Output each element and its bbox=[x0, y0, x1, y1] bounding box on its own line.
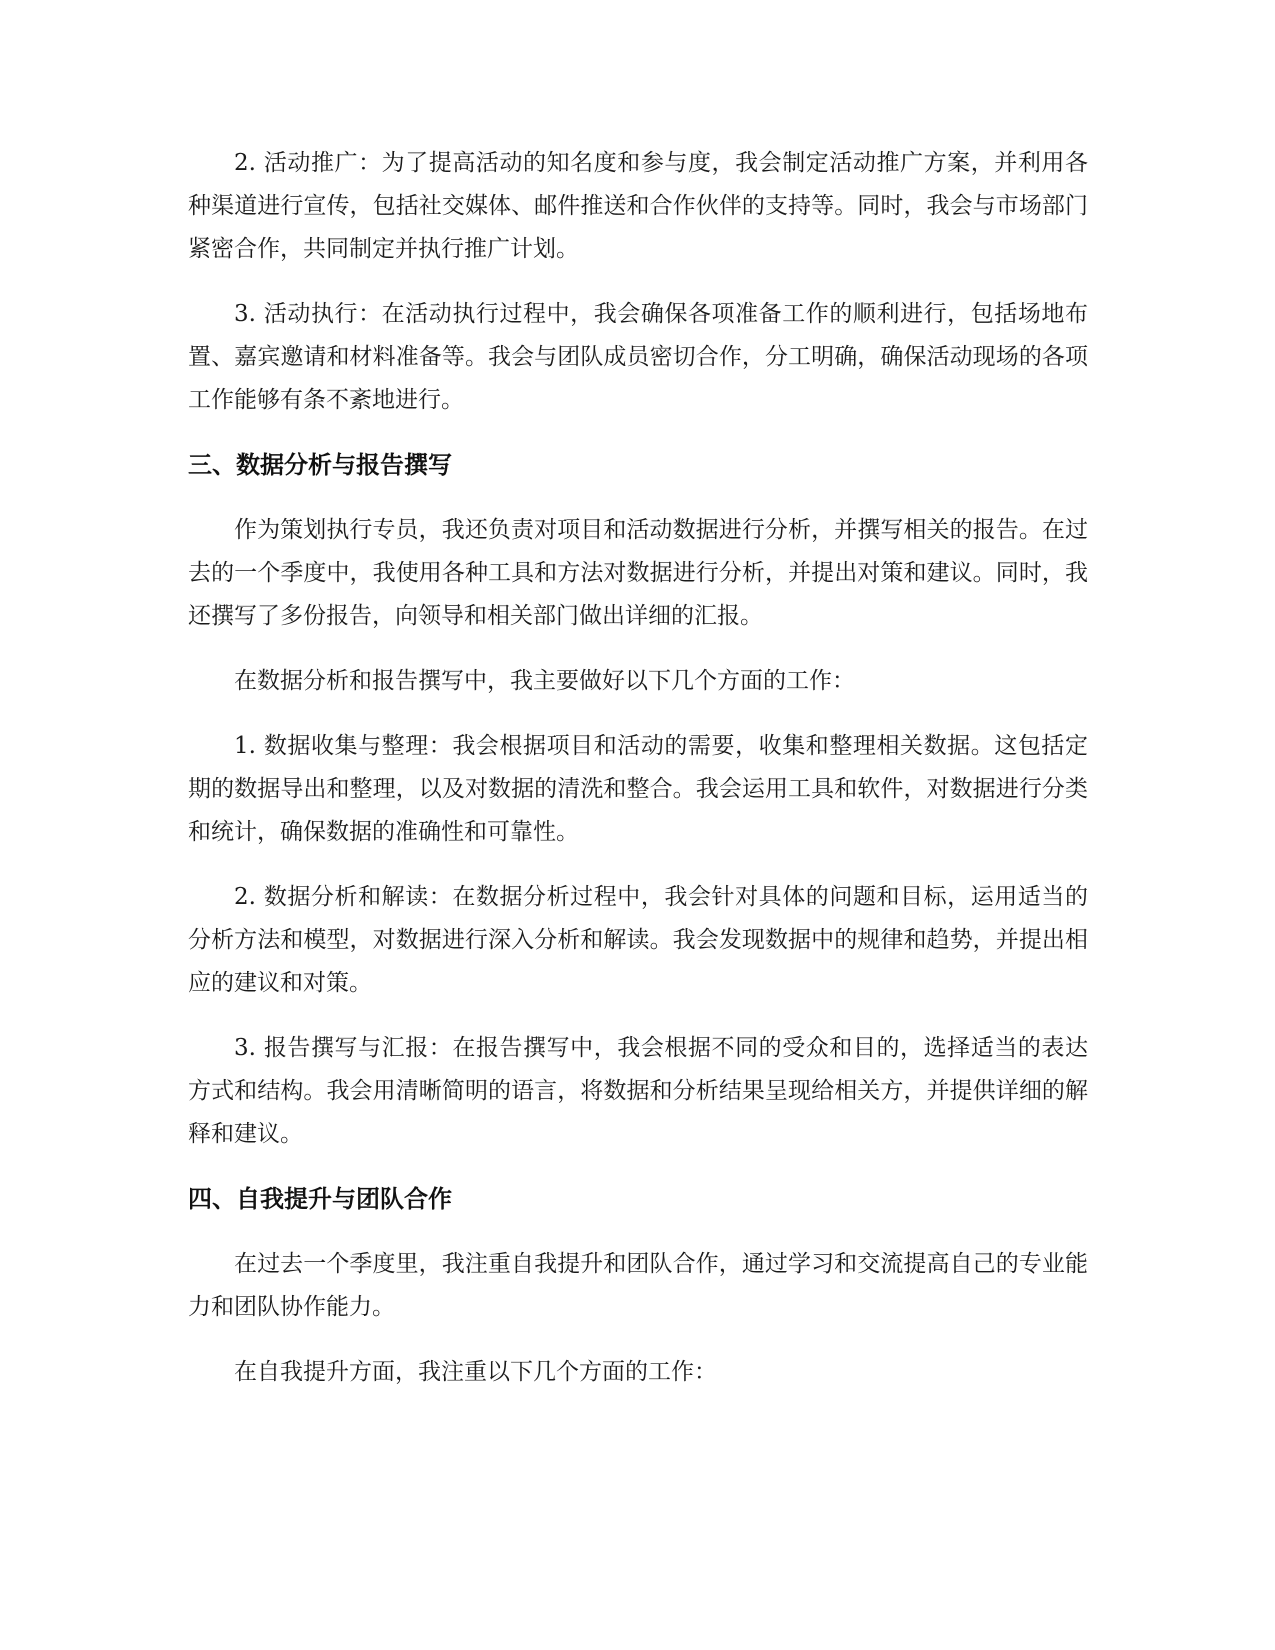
paragraph-activity-execution: 3. 活动执行：在活动执行过程中，我会确保各项准备工作的顺利进行，包括场地布置、嘉宾邀请和材料准备等。我会与团队成员密切合作，分工明确，确保活动现场的各项工作能够有条不紊地进行。 bbox=[188, 301, 1088, 413]
paragraph-self-improvement-aspects: 在自我提升方面，我注重以下几个方面的工作： bbox=[234, 1359, 717, 1385]
paragraph-data-interpretation: 2. 数据分析和解读：在数据分析过程中，我会针对具体的问题和目标，运用适当的分析方法和模型，对数据进行深入分析和解读。我会发现数据中的规律和趋势，并提出相应的建议和对策。 bbox=[188, 884, 1088, 996]
paragraph-activity-promotion: 2. 活动推广：为了提高活动的知名度和参与度，我会制定活动推广方案，并利用各种渠道进行宣传，包括社交媒体、邮件推送和合作伙伴的支持等。同时，我会与市场部门紧密合作，共同制定并执行推广计划。 bbox=[188, 150, 1088, 262]
section-heading-self-improvement: 四、自我提升与团队合作 bbox=[188, 1185, 452, 1213]
paragraph-self-improvement-intro: 在过去一个季度里，我注重自我提升和团队合作，通过学习和交流提高自己的专业能力和团队协作能力。 bbox=[188, 1251, 1088, 1320]
section-heading-data-analysis: 三、数据分析与报告撰写 bbox=[188, 451, 452, 479]
document-body bbox=[188, 142, 1088, 1416]
paragraph-report-writing: 3. 报告撰写与汇报：在报告撰写中，我会根据不同的受众和目的，选择适当的表达方式和结构。我会用清晰简明的语言，将数据和分析结果呈现给相关方，并提供详细的解释和建议。 bbox=[188, 1035, 1088, 1147]
paragraph-data-collection: 1. 数据收集与整理：我会根据项目和活动的需要，收集和整理相关数据。这包括定期的数据导出和整理，以及对数据的清洗和整合。我会运用工具和软件，对数据进行分类和统计，确保数据的准确性和可靠性。 bbox=[188, 733, 1088, 845]
paragraph-analysis-aspects: 在数据分析和报告撰写中，我主要做好以下几个方面的工作： bbox=[234, 668, 855, 694]
paragraph-analysis-intro: 作为策划执行专员，我还负责对项目和活动数据进行分析，并撰写相关的报告。在过去的一个季度中，我使用各种工具和方法对数据进行分析，并提出对策和建议。同时，我还撰写了多份报告，向领导和相关部门做出详细的汇报。 bbox=[188, 517, 1088, 629]
